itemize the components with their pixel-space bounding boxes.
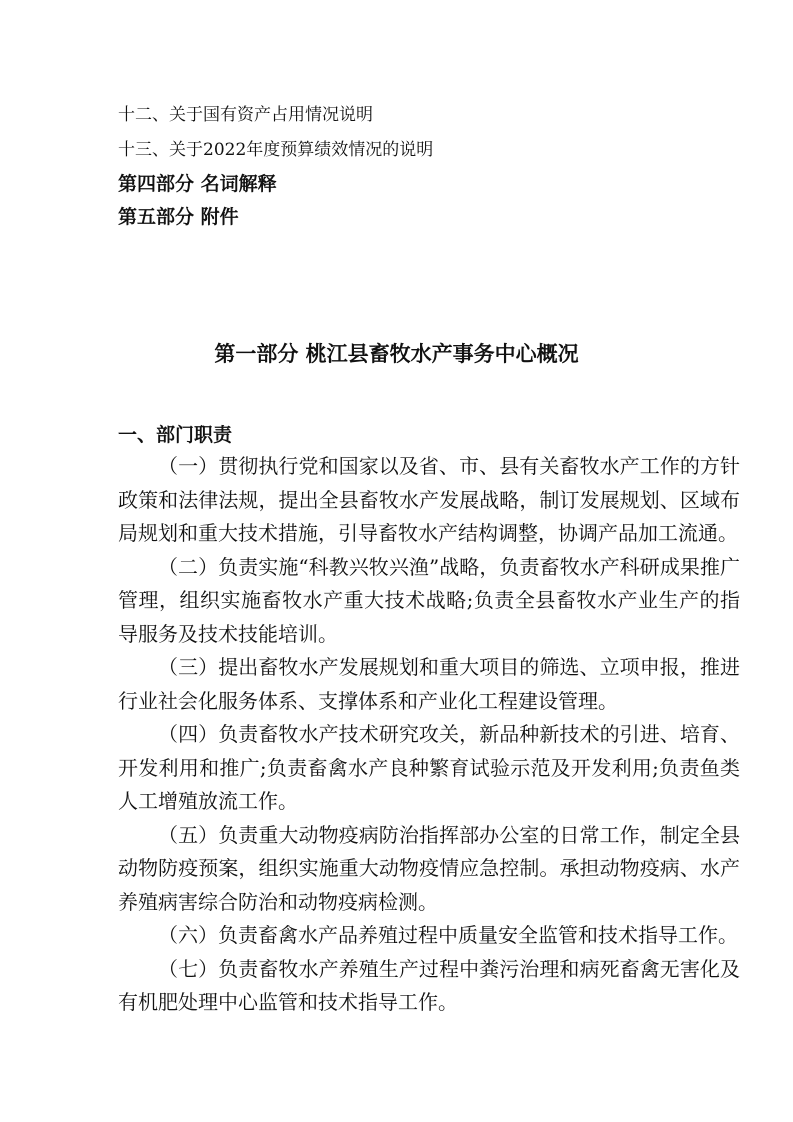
toc-part-5: 第五部分 附件 <box>118 206 239 228</box>
toc-item-12: 十二、关于国有资产占用情况说明 <box>118 105 373 125</box>
duty-paragraph-5: （五）负责重大动物疫病防治指挥部办公室的日常工作，制定全县动物防疫预案，组织实施重大动物疫情应急控制。承担动物疫病、水产养殖病害综合防治和动物疫病检测。 <box>118 822 740 914</box>
toc-part-4: 第四部分 名词解释 <box>118 173 277 195</box>
duty-paragraph-7: （七）负责畜牧水产养殖生产过程中粪污治理和病死畜禽无害化及有机肥处理中心监管和技术指导工作。 <box>118 956 740 1014</box>
part-one-title: 第一部分 桃江县畜牧水产事务中心概况 <box>214 341 579 366</box>
duty-paragraph-2: （二）负责实施“科教兴牧兴渔”战略，负责畜牧水产科研成果推广管理，组织实施畜牧水产重大技术战略;负责全县畜牧水产业生产的指导服务及技术技能培训。 <box>118 554 740 646</box>
toc-item-13: 十三、关于2022年度预算绩效情况的说明 <box>118 140 434 160</box>
duty-paragraph-3: （三）提出畜牧水产发展规划和重大项目的筛选、立项申报，推进行业社会化服务体系、支撑体系和产业化工程建设管理。 <box>118 655 740 713</box>
section-heading-department-duties: 一、部门职责 <box>118 424 233 446</box>
duties-list <box>118 450 740 1020</box>
duty-paragraph-1: （一）贯彻执行党和国家以及省、市、县有关畜牧水产工作的方针政策和法律法规，提出全县畜牧水产发展战略，制订发展规划、区域布局规划和重大技术措施，引导畜牧水产结构调整，协调产品加工流通。 <box>118 454 740 545</box>
table-of-contents <box>118 98 718 234</box>
duty-paragraph-6: （六）负责畜禽水产品养殖过程中质量安全监管和技术指导工作。 <box>158 923 738 947</box>
duty-paragraph-4: （四）负责畜牧水产技术研究攻关，新品种新技术的引进、培育、开发利用和推广;负责畜禽水产良种繁育试验示范及开发利用;负责鱼类人工增殖放流工作。 <box>118 722 740 813</box>
